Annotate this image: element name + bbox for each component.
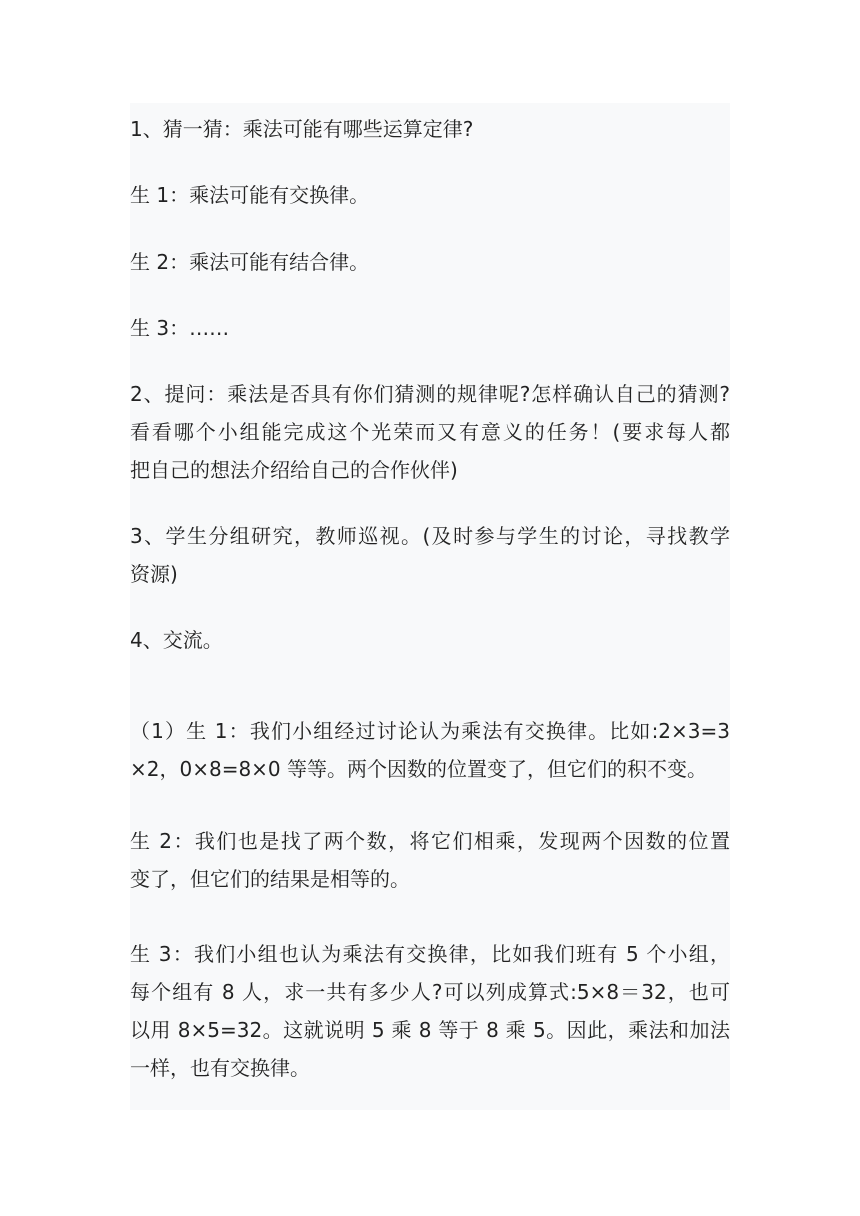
text-line: 每个组有 8 人，求一共有多少人?可以列成算式:5×8＝32，也可 — [130, 980, 730, 1004]
paragraph-answer-3 — [130, 935, 730, 1087]
paragraph-answer-2 — [130, 822, 730, 898]
paragraph-answer-1 — [130, 712, 730, 788]
text-line: 看看哪个小组能完成这个光荣而又有意义的任务！(要求每人都 — [130, 420, 730, 444]
text-line: 把自己的想法介绍给自己的合作伙伴) — [130, 458, 458, 482]
paragraph-group-research — [130, 517, 730, 593]
paragraph-student-3 — [130, 309, 730, 347]
text-line: 3、学生分组研究，教师巡视。(及时参与学生的讨论，寻找教学 — [130, 524, 730, 548]
text-line: 2、提问：乘法是否具有你们猜测的规律呢?怎样确认自己的猜测? — [130, 382, 730, 406]
paragraph-exchange — [130, 621, 730, 659]
text-line: ×2，0×8=8×0 等等。两个因数的位置变了，但它们的积不变。 — [130, 757, 708, 781]
text-line: 生 2：我们也是找了两个数，将它们相乘，发现两个因数的位置 — [130, 829, 730, 853]
paragraph-question — [130, 375, 730, 489]
paragraph-student-2 — [130, 243, 730, 281]
text-line: 生 3：我们小组也认为乘法有交换律，比如我们班有 5 个小组， — [130, 942, 730, 966]
paragraph-student-1 — [130, 176, 730, 214]
text-line: 一样，也有交换律。 — [130, 1056, 310, 1080]
document-content — [130, 103, 730, 1110]
text-line: 生 1：乘法可能有交换律。 — [130, 183, 370, 207]
text-line: 以用 8×5=32。这就说明 5 乘 8 等于 8 乘 5。因此，乘法和加法 — [130, 1018, 730, 1042]
paragraph-guess — [130, 110, 730, 148]
text-line: 1、猜一猜：乘法可能有哪些运算定律? — [130, 117, 474, 141]
text-line: 生 2：乘法可能有结合律。 — [130, 250, 370, 274]
text-line: （1）生 1：我们小组经过讨论认为乘法有交换律。比如:2×3=3 — [130, 719, 730, 743]
text-line: 4、交流。 — [130, 628, 223, 652]
text-line: 生 3：…… — [130, 316, 230, 340]
text-line: 变了，但它们的结果是相等的。 — [130, 867, 410, 891]
text-line: 资源) — [130, 562, 178, 586]
